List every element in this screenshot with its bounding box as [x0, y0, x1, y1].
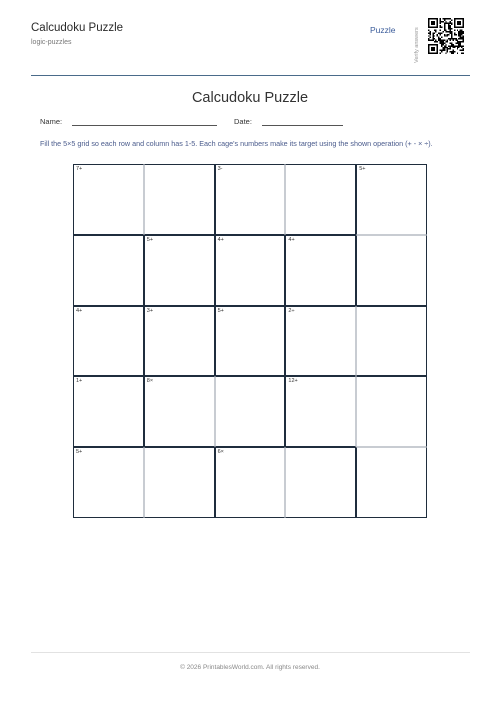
cage-clue: 5+	[217, 307, 224, 314]
grid-cell[interactable]	[215, 376, 286, 447]
cage-clue: 3+	[146, 307, 154, 314]
grid-cell[interactable]	[285, 164, 356, 235]
name-field[interactable]	[72, 125, 217, 126]
cage-clue: 7+	[76, 166, 83, 172]
instructions: Fill the 5×5 grid so each row and column has 1-5. Each cage's numbers make its target using the shown operation (+ - × ÷).	[40, 139, 433, 148]
grid-cell[interactable]	[356, 306, 427, 377]
name-label: Name:	[40, 117, 63, 126]
cage-clue: 3-	[217, 166, 223, 172]
cage-clue: 2÷	[288, 307, 295, 314]
cage-clue: 5+	[146, 236, 154, 243]
footer-copyright: © 2026 PrintablesWorld.com. All rights reserved.	[180, 664, 320, 671]
cage-clue: 5+	[359, 166, 366, 172]
calcudoku-grid	[73, 164, 427, 518]
grid-cell[interactable]	[215, 164, 286, 235]
grid-cell[interactable]	[215, 447, 286, 518]
grid-cell[interactable]	[285, 306, 356, 377]
grid-cell[interactable]	[356, 235, 427, 306]
cage-clue: 4+	[217, 236, 224, 243]
grid-cell[interactable]	[73, 376, 144, 447]
grid-cell[interactable]	[356, 447, 427, 518]
qr-code-icon	[428, 18, 464, 54]
date-field[interactable]	[262, 125, 343, 126]
header-divider	[31, 75, 470, 76]
grid-cell[interactable]	[215, 306, 286, 377]
grid-cell[interactable]	[144, 235, 215, 306]
footer-divider	[31, 652, 470, 653]
header-tag: Puzzle	[370, 25, 396, 35]
grid-cell[interactable]	[73, 447, 144, 518]
verify-answers-label: Verify answers	[414, 27, 420, 63]
grid-cell[interactable]	[73, 164, 144, 235]
cage-clue: 1+	[76, 378, 83, 385]
grid-cell[interactable]	[356, 164, 427, 235]
header-subtitle: logic-puzzles	[31, 39, 72, 46]
worksheet-title: Calcudoku Puzzle	[191, 90, 309, 106]
grid-cell[interactable]	[285, 376, 356, 447]
grid-cell[interactable]	[73, 235, 144, 306]
date-label: Date:	[234, 117, 252, 126]
cage-clue: 8×	[146, 378, 154, 385]
cage-clue: 6×	[217, 449, 224, 456]
cage-clue: 12+	[288, 378, 298, 385]
grid-cell[interactable]	[144, 164, 215, 235]
grid-cell[interactable]	[356, 376, 427, 447]
grid-cell[interactable]	[285, 447, 356, 518]
grid-cell[interactable]	[285, 235, 356, 306]
grid-cell[interactable]	[215, 235, 286, 306]
grid-cell[interactable]	[144, 306, 215, 377]
grid-cell[interactable]	[73, 306, 144, 377]
cage-clue: 4+	[76, 307, 83, 314]
grid-cell[interactable]	[144, 376, 215, 447]
header-title: Calcudoku Puzzle	[31, 22, 124, 34]
cage-clue: 4+	[288, 236, 295, 243]
grid-cell[interactable]	[144, 447, 215, 518]
cage-clue: 5+	[76, 449, 83, 456]
